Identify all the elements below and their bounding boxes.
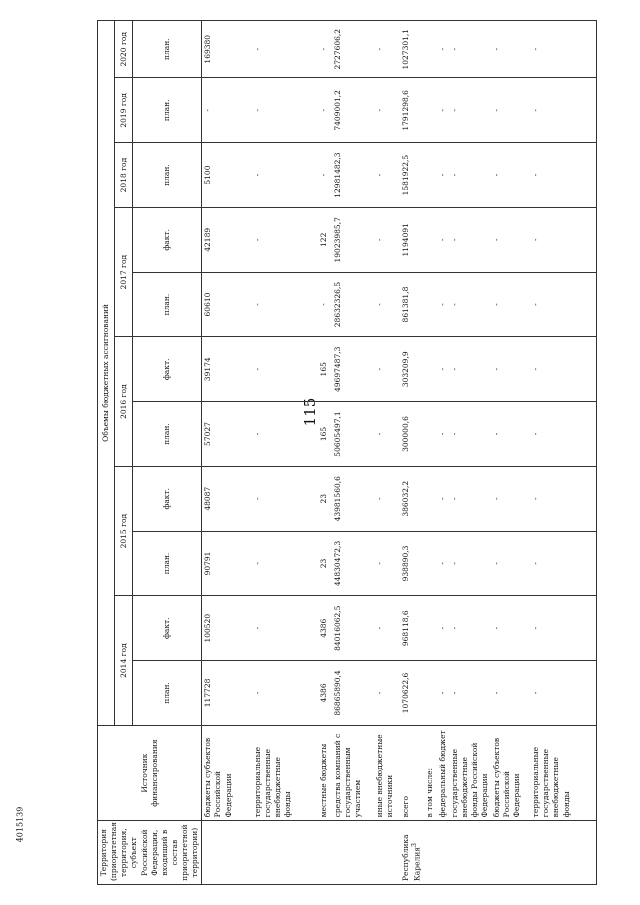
value-cell: - (530, 21, 596, 78)
value-cell: - (449, 466, 492, 531)
value-cell: 165 (318, 337, 332, 402)
value-cell: - (374, 207, 400, 272)
value-cell: - (374, 402, 400, 467)
value-cell: - (318, 78, 332, 143)
value-cell: 861381,8 (400, 272, 424, 337)
value-cell: 1027301,1 (400, 21, 424, 78)
source-cell: средства компаний с государственным участием (332, 725, 374, 821)
value-cell (424, 466, 437, 531)
value-cell: - (449, 143, 492, 208)
plan-header: план. (132, 531, 202, 596)
value-cell: - (449, 272, 492, 337)
table-row (437, 21, 449, 885)
value-cell: - (530, 466, 596, 531)
value-cell: 90791 (202, 531, 252, 596)
value-cell: - (252, 21, 318, 78)
value-cell: 44830472,3 (332, 531, 374, 596)
year-header-2016: 2016 год (115, 337, 132, 466)
value-cell: - (437, 661, 449, 726)
value-cell: 100520 (202, 596, 252, 661)
value-cell: - (491, 402, 530, 467)
value-cell: 39174 (202, 337, 252, 402)
table-row (374, 21, 400, 885)
table-row (491, 21, 530, 885)
value-cell: - (374, 661, 400, 726)
plan-header: план. (132, 402, 202, 467)
value-cell: - (530, 337, 596, 402)
value-cell (424, 207, 437, 272)
value-cell: - (252, 596, 318, 661)
value-cell: - (252, 402, 318, 467)
budget-allocations-table (97, 20, 597, 885)
territory-cell (318, 821, 332, 885)
territory-name: Республика Карелия (400, 834, 422, 881)
source-cell: местные бюджеты (318, 725, 332, 821)
value-cell: - (252, 661, 318, 726)
territory-cell (530, 821, 596, 885)
value-cell: - (318, 272, 332, 337)
plan-header: план. (132, 661, 202, 726)
value-cell: 60610 (202, 272, 252, 337)
value-cell (424, 596, 437, 661)
source-cell: территориальные государственные внебюджетные фонды (252, 725, 318, 821)
value-cell: - (252, 272, 318, 337)
value-cell (424, 402, 437, 467)
value-cell: - (374, 272, 400, 337)
value-cell: - (491, 466, 530, 531)
value-cell: - (449, 337, 492, 402)
value-cell: 48087 (202, 466, 252, 531)
value-cell: 165 (318, 402, 332, 467)
value-cell: - (530, 78, 596, 143)
value-cell: 49697487,3 (332, 337, 374, 402)
value-cell: - (374, 531, 400, 596)
territory-cell (202, 821, 252, 885)
value-cell: - (449, 21, 492, 78)
source-cell: государственные внебюджетные фонды Российской Федерации (449, 725, 492, 821)
value-cell: - (449, 596, 492, 661)
value-cell: - (449, 531, 492, 596)
year-header-2015: 2015 год (115, 466, 132, 595)
value-cell: - (318, 21, 332, 78)
value-cell: 28632326,5 (332, 272, 374, 337)
value-cell: 86865890,4 (332, 661, 374, 726)
value-cell: 23 (318, 531, 332, 596)
table-row (530, 21, 596, 885)
value-cell: 42189 (202, 207, 252, 272)
value-cell: - (491, 531, 530, 596)
source-cell: бюджеты субъектов Российской Федерации (202, 725, 252, 821)
value-cell: 57027 (202, 402, 252, 467)
value-cell: - (449, 78, 492, 143)
year-header-2018: 2018 год (115, 143, 132, 208)
value-cell: - (437, 402, 449, 467)
value-cell (424, 337, 437, 402)
source-cell: всего (400, 725, 424, 821)
value-cell: - (437, 272, 449, 337)
table-body (202, 21, 596, 885)
value-cell: 1791298,6 (400, 78, 424, 143)
value-cell: - (202, 78, 252, 143)
plan-header: план. (132, 272, 202, 337)
value-cell: - (530, 272, 596, 337)
value-cell (424, 661, 437, 726)
value-cell: - (252, 466, 318, 531)
value-cell (424, 531, 437, 596)
volumes-header: Объемы бюджетных ассигнований (98, 21, 115, 726)
fact-header: факт. (132, 337, 202, 402)
value-cell (424, 143, 437, 208)
value-cell: 19023985,7 (332, 207, 374, 272)
value-cell: - (437, 596, 449, 661)
footnote-marker: 3 (410, 843, 418, 847)
table-row (424, 21, 437, 885)
value-cell: 50605497,1 (332, 402, 374, 467)
value-cell: 386032,2 (400, 466, 424, 531)
value-cell: - (530, 143, 596, 208)
value-cell: 12981482,3 (332, 143, 374, 208)
value-cell: 5100 (202, 143, 252, 208)
value-cell: - (252, 78, 318, 143)
rotated-table-container (97, 20, 629, 885)
value-cell: 23 (318, 466, 332, 531)
year-header-2020: 2020 год (115, 21, 132, 78)
value-cell (424, 21, 437, 78)
value-cell: 1194091 (400, 207, 424, 272)
value-cell: 4386 (318, 596, 332, 661)
territory-cell (491, 821, 530, 885)
source-cell: в том числе: (424, 725, 437, 821)
year-header-2017: 2017 год (115, 207, 132, 336)
value-cell: - (252, 337, 318, 402)
value-cell: - (491, 207, 530, 272)
value-cell: - (437, 207, 449, 272)
territory-cell (449, 821, 492, 885)
value-cell (424, 78, 437, 143)
table-row (318, 21, 332, 885)
source-cell: иные внебюджетные источники (374, 725, 400, 821)
value-cell: - (374, 337, 400, 402)
territory-header: Территория (приоритетная территория, субъект Российской Федерации, входящий в состав приоритетной территории) (98, 821, 202, 885)
value-cell: 43981560,6 (332, 466, 374, 531)
value-cell: - (437, 531, 449, 596)
value-cell: - (437, 78, 449, 143)
value-cell: 4386 (318, 661, 332, 726)
year-header-2014: 2014 год (115, 596, 132, 725)
table-header (98, 21, 202, 885)
value-cell: - (449, 661, 492, 726)
value-cell: 1070622,6 (400, 661, 424, 726)
source-cell: федеральный бюджет (437, 725, 449, 821)
value-cell: - (530, 402, 596, 467)
plan-header: план. (132, 21, 202, 78)
territory-cell (374, 821, 400, 885)
table-row (449, 21, 492, 885)
value-cell: - (491, 21, 530, 78)
value-cell: 2727606,2 (332, 21, 374, 78)
value-cell: - (252, 143, 318, 208)
territory-cell (424, 821, 437, 885)
territory-cell (252, 821, 318, 885)
table-row (332, 21, 374, 885)
value-cell: - (491, 78, 530, 143)
fact-header: факт. (132, 596, 202, 661)
value-cell: - (491, 272, 530, 337)
value-cell: 300000,6 (400, 402, 424, 467)
value-cell: - (437, 143, 449, 208)
document-code: 4015139 (15, 806, 25, 843)
value-cell: - (318, 143, 332, 208)
plan-header: план. (132, 78, 202, 143)
value-cell: - (530, 531, 596, 596)
value-cell: - (374, 21, 400, 78)
source-header: Источник финансирования (98, 725, 202, 821)
value-cell: - (252, 531, 318, 596)
value-cell: 84016062,5 (332, 596, 374, 661)
value-cell: - (374, 596, 400, 661)
page-number: 115 (301, 397, 319, 427)
year-header-2019: 2019 год (115, 78, 132, 143)
value-cell: - (374, 78, 400, 143)
value-cell: 1581922,5 (400, 143, 424, 208)
value-cell: - (437, 466, 449, 531)
table-row (202, 21, 252, 885)
value-cell: 117728 (202, 661, 252, 726)
fact-header: факт. (132, 466, 202, 531)
territory-cell (332, 821, 374, 885)
value-cell: - (530, 207, 596, 272)
source-cell: бюджеты субъектов Российской Федерации (491, 725, 530, 821)
value-cell: - (491, 143, 530, 208)
table-row (400, 21, 424, 885)
value-cell: - (437, 337, 449, 402)
value-cell: - (449, 402, 492, 467)
value-cell: - (530, 661, 596, 726)
value-cell: - (374, 466, 400, 531)
value-cell: - (437, 21, 449, 78)
plan-header: план. (132, 143, 202, 208)
value-cell: - (530, 596, 596, 661)
source-cell: территориальные государственные внебюджетные фонды (530, 725, 596, 821)
value-cell: - (449, 207, 492, 272)
value-cell: - (491, 337, 530, 402)
value-cell: 169380 (202, 21, 252, 78)
value-cell: 968118,6 (400, 596, 424, 661)
value-cell: - (252, 207, 318, 272)
value-cell: - (491, 661, 530, 726)
value-cell: - (491, 596, 530, 661)
table-row (252, 21, 318, 885)
value-cell: - (374, 143, 400, 208)
territory-cell (437, 821, 449, 885)
value-cell: 303209,9 (400, 337, 424, 402)
value-cell: 122 (318, 207, 332, 272)
territory-cell (400, 821, 424, 885)
fact-header: факт. (132, 207, 202, 272)
value-cell (424, 272, 437, 337)
value-cell: 7409001,2 (332, 78, 374, 143)
value-cell: 938890,3 (400, 531, 424, 596)
